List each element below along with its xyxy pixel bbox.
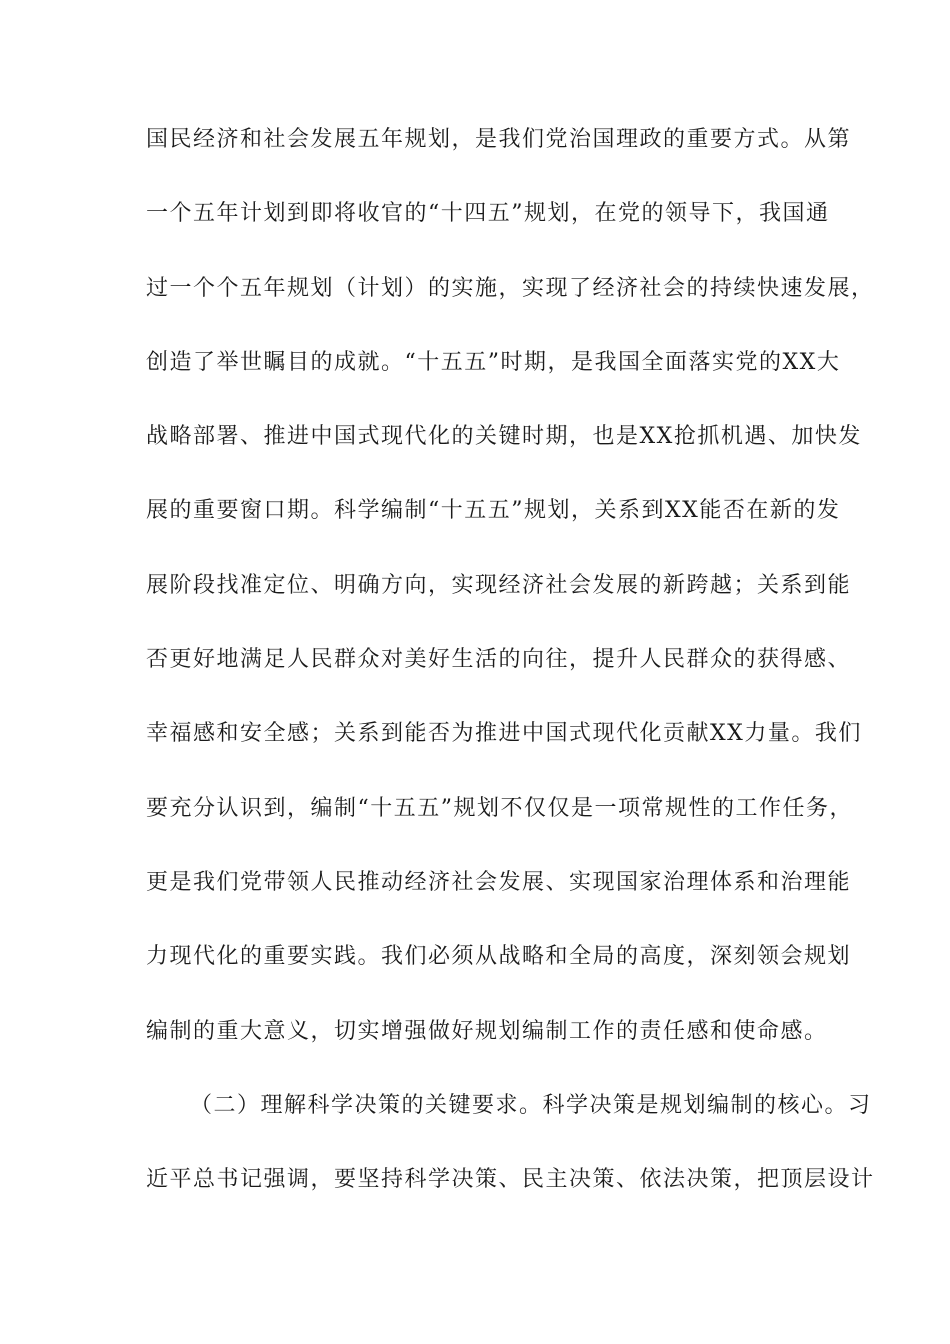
paragraph-line: 幸福感和安全感；关系到能否为推进中国式现代化贡献XX力量。我们: [146, 721, 862, 747]
paragraph-line: 近平总书记强调，要坚持科学决策、民主决策、依法决策，把顶层设计: [146, 1167, 875, 1193]
section-heading-line: （二）理解科学决策的关键要求。科学决策是规划编制的核心。习: [190, 1092, 872, 1118]
paragraph-line: 国民经济和社会发展五年规划，是我们党治国理政的重要方式。从第: [146, 127, 852, 152]
paragraph-line: 一个五年计划到即将收官的“十四五”规划，在党的领导下，我国通: [146, 201, 830, 227]
paragraph-line: 过一个个五年规划（计划）的实施，实现了经济社会的持续快速发展，: [146, 275, 875, 301]
paragraph-line: 展阶段找准定位、明确方向，实现经济社会发展的新跨越；关系到能: [146, 572, 852, 598]
paragraph-line: 创造了举世瞩目的成就。“十五五”时期，是我国全面落实党的XX大: [146, 349, 841, 375]
paragraph-line: 否更好地满足人民群众对美好生活的向往，提升人民群众的获得感、: [146, 647, 852, 673]
paragraph-line: 要充分认识到，编制“十五五”规划不仅仅是一项常规性的工作任务，: [146, 795, 853, 821]
paragraph-line: 力现代化的重要实践。我们必须从战略和全局的高度，深刻领会规划: [146, 944, 852, 970]
paragraph-line: 更是我们党带领人民推动经济社会发展、实现国家治理体系和治理能: [146, 869, 852, 895]
document-body: [146, 115, 875, 1229]
paragraph-line: 战略部署、推进中国式现代化的关键时期，也是XX抢抓机遇、加快发: [146, 424, 862, 450]
paragraph-line: 编制的重大意义，切实增强做好规划编制工作的责任感和使命感。: [146, 1018, 828, 1044]
paragraph-line: 展的重要窗口期。科学编制“十五五”规划，关系到XX能否在新的发: [146, 498, 841, 524]
